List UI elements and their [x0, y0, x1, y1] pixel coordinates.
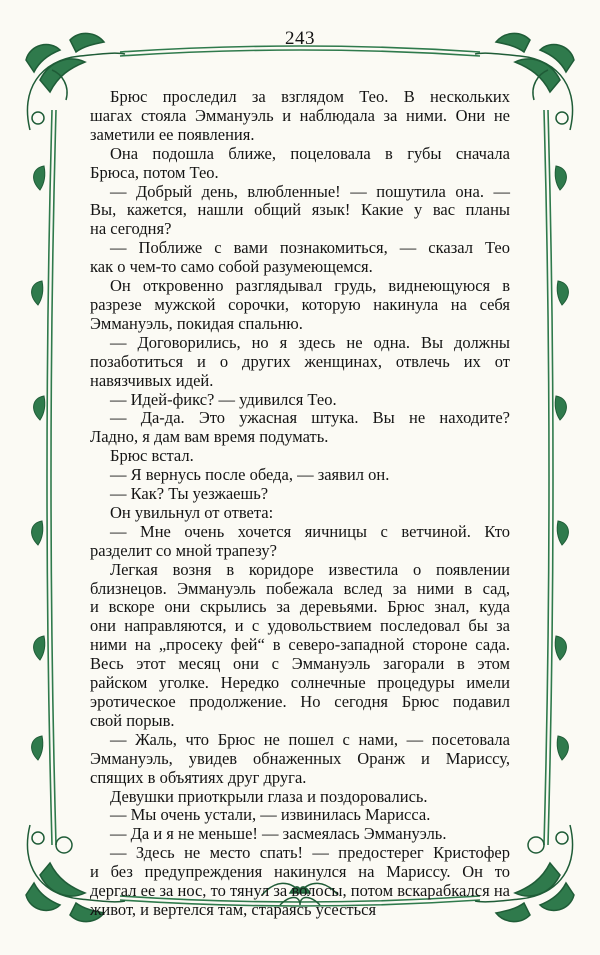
text-line: Вы, кажется, нашли общий язык! Какие у вас планы [90, 200, 510, 220]
text-line: и без предупреждения накинулся на Мариссу. Он то [90, 862, 510, 882]
text-line: — Идей-фикс? — удивился Тео. [110, 389, 337, 409]
text-line: Эммануэль, покидая спальню. [90, 313, 303, 333]
text-line: — Добрый день, влюбленные! — пошутила она. — [110, 181, 510, 201]
text-line: заметили ее появления. [90, 124, 255, 144]
text-line: разделит со мной трапезу? [90, 540, 277, 560]
text-line: — Мне очень хочется яичницы с ветчиной. Кто [110, 521, 510, 541]
side-leaves-left [32, 166, 45, 760]
text-line: как о чем-то само собой разумеющемся. [90, 257, 373, 277]
text-line: ними на „просеку фей“ в северо-западной стороне сада. [90, 635, 510, 655]
text-line: — Я вернусь после обеда, — заявил он. [110, 465, 390, 485]
text-line: Брюс встал. [110, 446, 194, 466]
text-line: Весь этот месяц они с Эммануэль загорали в этом [90, 654, 510, 674]
text-line: Легкая возня в коридоре известила о появлении [110, 559, 510, 579]
text-line: — Да-да. Это ужасная штука. Вы не находите? [110, 408, 510, 428]
text-line: райском уголке. Нередко солнечные процедуры имели [90, 673, 510, 693]
text-line: шагах стояла Эммануэль и наблюдала за ними. Они не [90, 105, 510, 125]
text-line: Он откровенно разглядывал грудь, виднеющуюся в [110, 276, 510, 296]
text-line: Она подошла ближе, поцеловала в губы сначала [110, 143, 510, 163]
text-line: навязчивых идей. [90, 370, 214, 390]
text-line: Брюс проследил за взглядом Тео. В нескольких [110, 87, 510, 106]
text-line: Эммануэль, увидев обнаженных Оранж и Мариссу, [90, 748, 510, 768]
text-line: — Поближе с вами познакомиться, — сказал Тео [110, 238, 510, 258]
side-leaves-right [555, 166, 568, 760]
text-line: дергал ее за нос, то тянул за волосы, потом вскарабкался на живот, и вертелся там, стараясь усесться [90, 881, 510, 919]
text-line: и вскоре они скрылись за деревьями. Брюс знал, куда [90, 597, 510, 617]
text-line: свой порыв. [90, 710, 175, 730]
text-line: — Как? Ты уезжаешь? [110, 484, 269, 504]
text-line: — Да и я не меньше! — засмеялась Эммануэль. [110, 824, 447, 844]
body-text [90, 88, 510, 920]
text-line: Он увильнул от ответа: [110, 502, 274, 522]
text-line: — Договорились, но я здесь не одна. Вы должны [110, 332, 510, 352]
text-line: они направляются, и с удовольствием последовал бы за [90, 616, 510, 636]
text-line: — Здесь не место спать! — предостерег Кристофер [110, 843, 510, 863]
text-line: разрезе мужской сорочки, которую накинула на себя [90, 294, 510, 314]
text-line: Ладно, я дам вам время подумать. [90, 427, 329, 447]
text-line: Девушки приоткрыли глаза и поздоровались. [110, 786, 428, 806]
text-line: Брюса, потом Тео. [90, 162, 219, 182]
text-line: — Жаль, что Брюс не пошел с нами, — посетовала [110, 729, 510, 749]
text-line: — Мы очень устали, — извинилась Марисса. [110, 805, 431, 825]
text-line: позаботиться и о других женщинах, отвлечь их от [90, 351, 510, 371]
text-line: близнецов. Эммануэль побежала вслед за ними в сад, [90, 578, 510, 598]
text-line: на сегодня? [90, 219, 172, 239]
page-number: 243 [285, 28, 315, 49]
text-line: эротическое продолжение. Но сегодня Брюс подавил [90, 692, 510, 711]
text-line: спящих в объятиях друг друга. [90, 767, 307, 787]
